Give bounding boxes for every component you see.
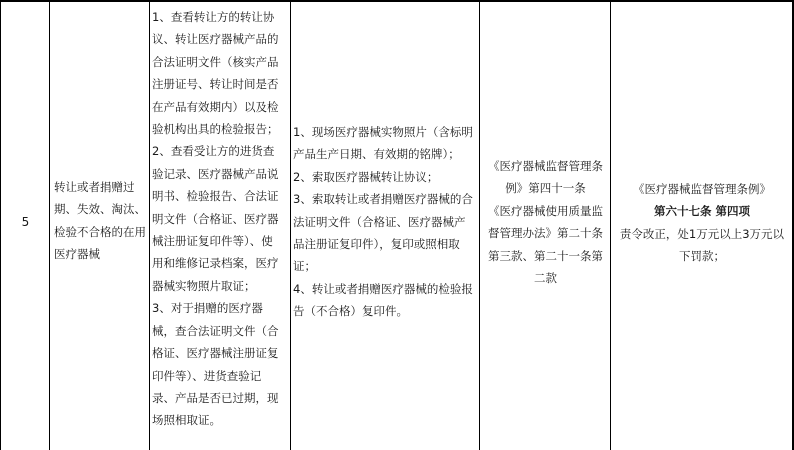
- penalty-line: 下罚款；: [679, 249, 725, 264]
- basis-line: 第三款、第二十一条第: [488, 248, 603, 263]
- inspection-line: 械注册证复印件等）、使: [152, 234, 273, 249]
- penalty-law: 《医疗器械监督管理条例》: [633, 182, 771, 196]
- evidence-line: 法证明文件（合格证、医疗器械产: [293, 214, 466, 229]
- inspection-line: 注册证号、转让时间是否: [152, 77, 279, 92]
- inspection-line: 3、对于捐赠的医疗器: [152, 301, 263, 316]
- evidence-line: 产品生产日期、有效期的铭牌）；: [293, 147, 460, 162]
- evidence-line: 2、索取医疗器械转让协议；: [293, 169, 439, 184]
- inspection-line: 印件等）、进货查验记: [152, 368, 262, 383]
- inspection-line: 明书、检验报告、合法证: [152, 189, 279, 204]
- inspection-line: 格证、医疗器械注册证复: [152, 346, 279, 361]
- inspection-line: 1、查看转让方的转让协: [152, 10, 275, 24]
- evidence-text: [293, 121, 473, 323]
- basis-line: 《医疗器械监督管理条: [488, 159, 603, 173]
- subject-line: 医疗器械: [54, 247, 100, 262]
- basis-line: 二款: [534, 271, 557, 286]
- inspection-line: 合法证明文件（核实产品: [152, 54, 279, 69]
- subject-cell: [49, 0, 149, 450]
- subject-line: 期、失效、淘汰、: [54, 202, 146, 217]
- evidence-line: 证；: [293, 259, 316, 274]
- inspection-line: 录、产品是否已过期，现: [152, 390, 279, 405]
- inspection-line: 场照相取证。: [152, 413, 221, 428]
- evidence-line: 告（不合格）复印件。: [293, 304, 408, 319]
- penalty-cell: [610, 0, 794, 450]
- inspection-line: 2、查看受让方的进货查: [152, 144, 275, 159]
- seq-cell: [0, 0, 49, 450]
- subject-line: 检验不合格的在用: [54, 224, 146, 239]
- inspection-line: 械，查合法证明文件（合: [152, 323, 279, 338]
- inspection-line: 验机构出具的检验报告；: [152, 122, 279, 137]
- basis-line: 《医疗器械使用质量监: [488, 203, 603, 218]
- subject-text: [54, 176, 146, 266]
- inspection-line: 在产品有效期内）以及检: [152, 99, 279, 114]
- evidence-cell: [290, 0, 479, 450]
- inspection-line: 明文件（合格证、医疗器: [152, 211, 279, 226]
- subject-line: 转让或者捐赠过: [54, 180, 135, 194]
- inspection-line: 器械实物照片取证；: [152, 278, 256, 293]
- inspection-text: [152, 6, 279, 432]
- basis-line: 例》第四十一条: [505, 181, 586, 196]
- basis-cell: [479, 0, 610, 450]
- basis-text: [480, 155, 611, 289]
- evidence-line: 3、索取转让或者捐赠医疗器械的合: [293, 192, 473, 207]
- evidence-line: 品注册证复印件），复印或照相取: [293, 237, 460, 252]
- evidence-line: 1、现场医疗器械实物照片（含标明: [293, 125, 473, 139]
- inspection-cell: [149, 0, 290, 450]
- penalty-line: 责令改正，处1万元以上3万元以: [619, 226, 785, 241]
- penalty-text: [611, 178, 793, 268]
- evidence-line: 4、转让或者捐赠医疗器械的检验报: [293, 281, 473, 296]
- inspection-line: 验记录、医疗器械产品说: [152, 166, 279, 181]
- inspection-line: 议、转让医疗器械产品的: [152, 32, 279, 47]
- row-number: 5: [21, 215, 30, 229]
- inspection-line: 用和维修记录档案，医疗: [152, 256, 279, 271]
- basis-line: 督管理办法》第二十条: [488, 226, 603, 241]
- penalty-article: 第六十七条 第四项: [653, 204, 750, 219]
